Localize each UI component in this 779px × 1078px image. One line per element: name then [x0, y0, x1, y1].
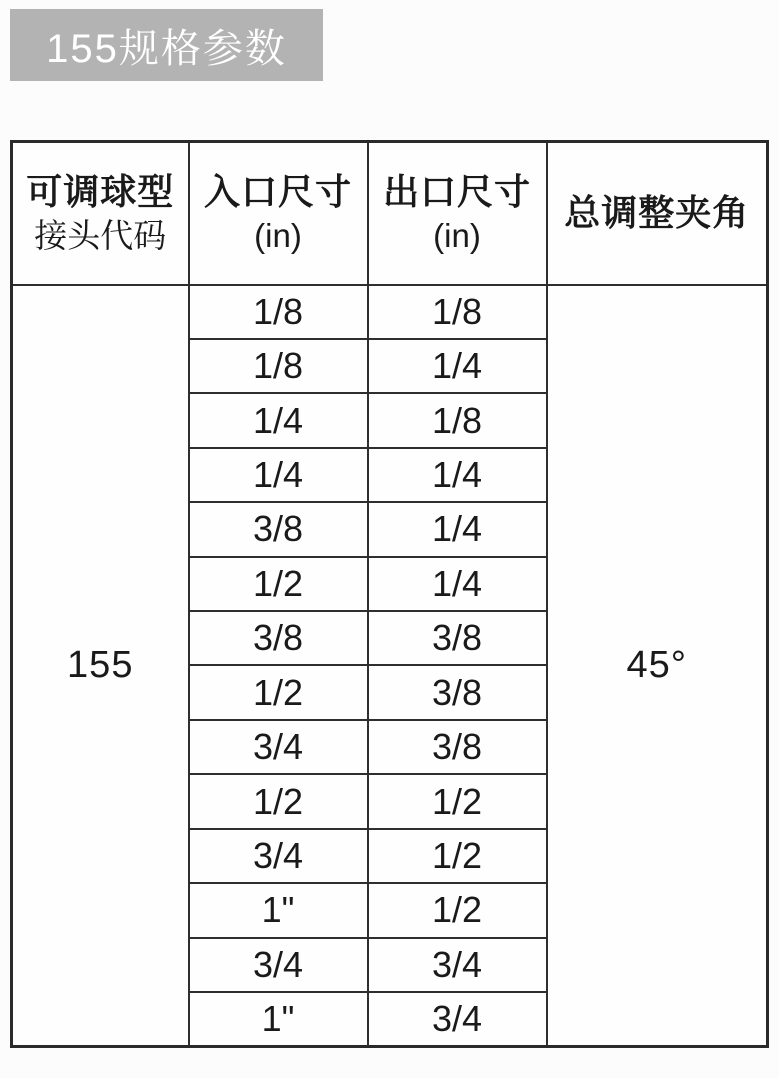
outlet-cell: 1/8: [368, 285, 547, 339]
inlet-cell: 3/8: [189, 502, 368, 556]
inlet-cell: 3/4: [189, 829, 368, 883]
spec-table: [10, 140, 769, 1048]
col-header-outlet-size: [368, 142, 547, 285]
col-header-inlet-size-line1: 入口尺寸: [203, 171, 352, 213]
outlet-cell: 1/2: [368, 883, 547, 937]
angle-cell: 45°: [547, 285, 768, 1047]
col-header-outlet-size-line1: 出口尺寸: [382, 171, 531, 213]
inlet-cell: 3/4: [189, 938, 368, 992]
outlet-cell: 1/2: [368, 829, 547, 883]
col-header-joint-code-line1: 可调球型: [26, 171, 175, 213]
col-header-joint-code-line2: 接头代码: [34, 217, 167, 255]
col-header-joint-code: [12, 142, 189, 285]
outlet-cell: 1/2: [368, 774, 547, 828]
outlet-cell: 1/4: [368, 502, 547, 556]
outlet-cell: 3/8: [368, 720, 547, 774]
col-header-inlet-size-line2: (in): [254, 217, 302, 255]
outlet-cell: 1/4: [368, 448, 547, 502]
inlet-cell: 1/2: [189, 557, 368, 611]
outlet-cell: 3/8: [368, 665, 547, 719]
inlet-cell: 1": [189, 883, 368, 937]
col-header-inlet-size: [189, 142, 368, 285]
inlet-cell: 3/4: [189, 720, 368, 774]
inlet-cell: 1/2: [189, 774, 368, 828]
outlet-cell: 1/4: [368, 339, 547, 393]
col-header-outlet-size-line2: (in): [433, 217, 481, 255]
col-header-total-angle: [547, 142, 768, 285]
inlet-cell: 1/8: [189, 285, 368, 339]
outlet-cell: 3/8: [368, 611, 547, 665]
header-row: [12, 142, 768, 285]
outlet-cell: 3/4: [368, 938, 547, 992]
inlet-cell: 3/8: [189, 611, 368, 665]
inlet-cell: 1/4: [189, 393, 368, 447]
outlet-cell: 1/4: [368, 557, 547, 611]
joint-code-cell: 155: [12, 285, 189, 1047]
inlet-cell: 1/2: [189, 665, 368, 719]
page-title-text: 155规格参数: [46, 26, 287, 71]
page-title: [10, 9, 323, 81]
outlet-cell: 3/4: [368, 992, 547, 1047]
outlet-cell: 1/8: [368, 393, 547, 447]
inlet-cell: 1/8: [189, 339, 368, 393]
table-row: [12, 285, 768, 339]
col-header-total-angle-line1: 总调整夹角: [564, 192, 750, 234]
inlet-cell: 1": [189, 992, 368, 1047]
inlet-cell: 1/4: [189, 448, 368, 502]
